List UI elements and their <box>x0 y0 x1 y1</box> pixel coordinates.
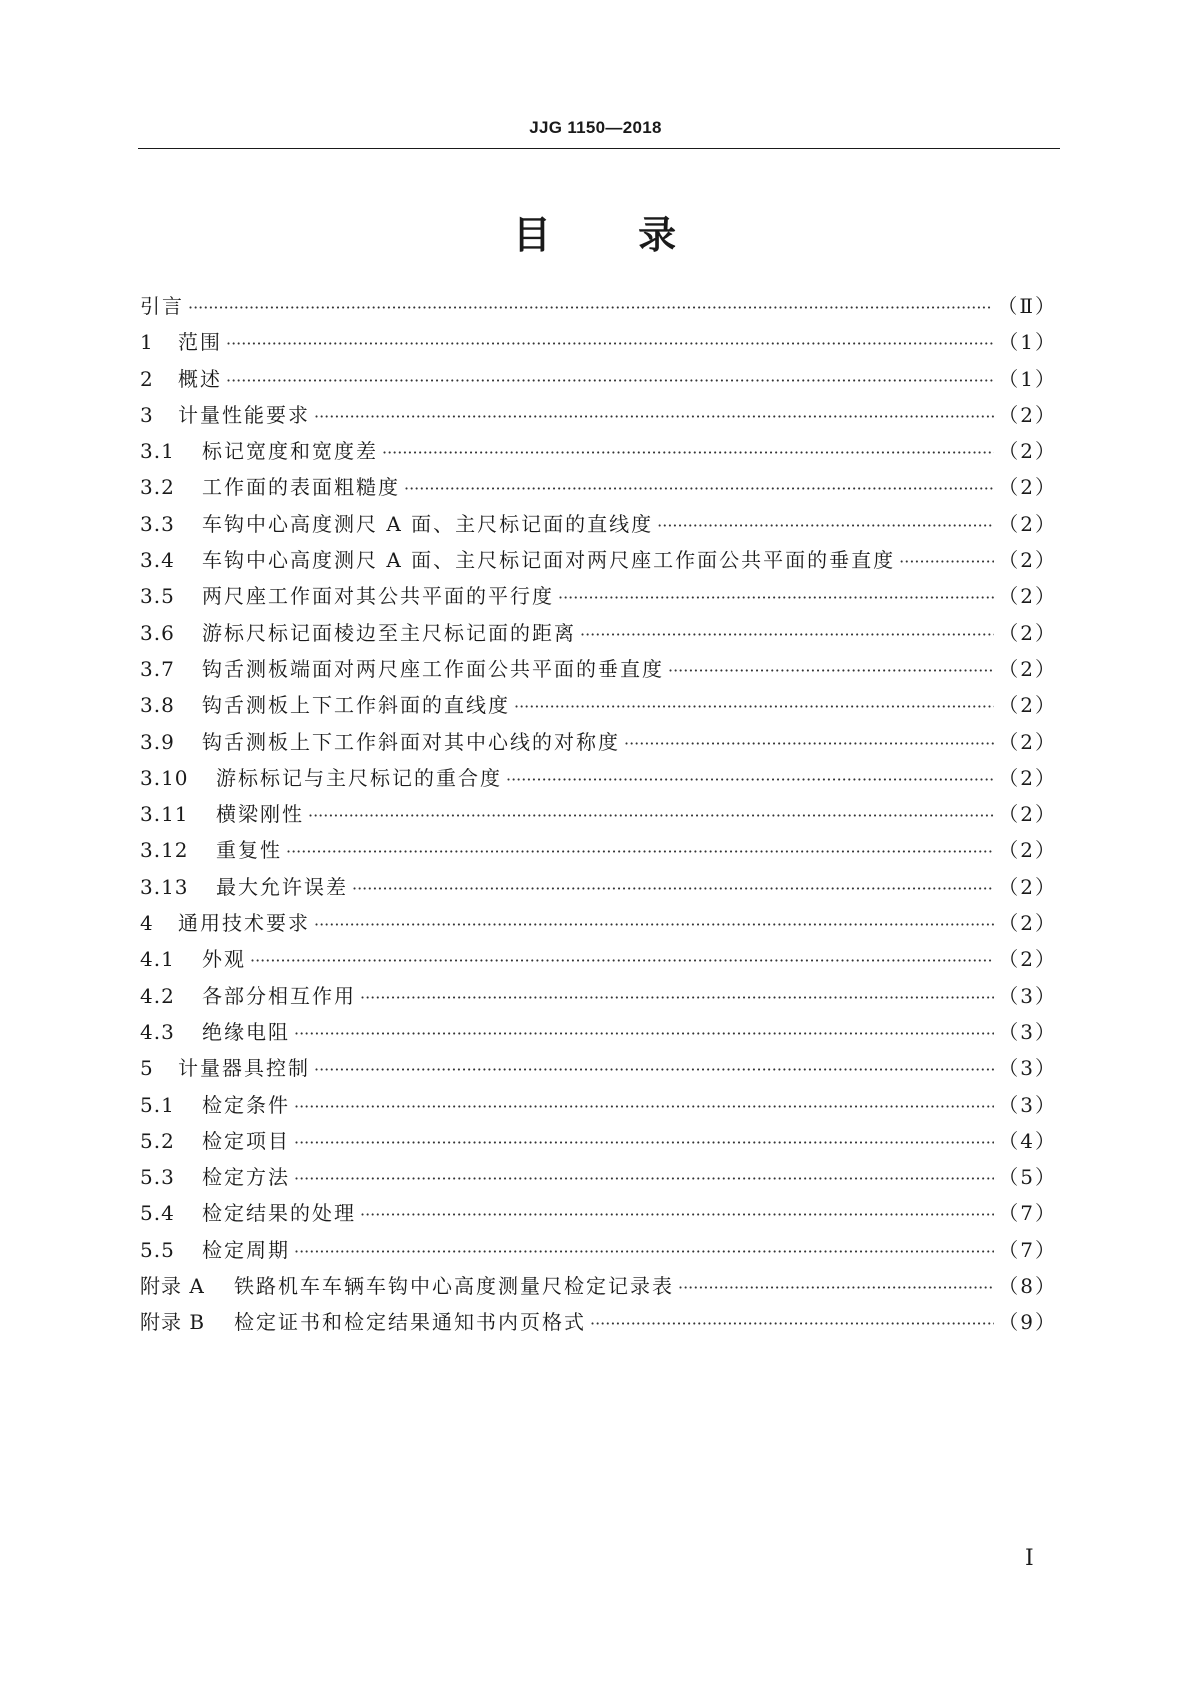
toc-entry-number: 3 <box>140 402 154 427</box>
toc-dot-leader <box>294 1242 994 1261</box>
toc-dot-leader <box>899 552 994 571</box>
toc-entry-page: （5） <box>998 1165 1057 1190</box>
toc-entry[interactable] <box>140 363 1057 399</box>
toc-entry-title: 钩舌测板端面对两尺座工作面公共平面的垂直度 <box>202 656 664 681</box>
toc-entry-page: （2） <box>998 656 1057 681</box>
toc-entry-title: 两尺座工作面对其公共平面的平行度 <box>202 584 554 609</box>
toc-entry-number: 3.9 <box>140 729 175 754</box>
toc-entry-title: 检定周期 <box>202 1237 290 1262</box>
toc-entry-page: （1） <box>998 366 1057 391</box>
toc-entry-number: 4.2 <box>140 983 175 1008</box>
toc-entry-title: 重复性 <box>216 838 282 863</box>
toc-dot-leader <box>506 770 994 789</box>
toc-entry-title: 游标尺标记面棱边至主尺标记面的距离 <box>202 620 576 645</box>
toc-entry[interactable] <box>140 1270 1057 1306</box>
toc-entry-page: （9） <box>998 1310 1057 1335</box>
toc-entry-title: 通用技术要求 <box>178 911 310 936</box>
document-code-header: JJG 1150—2018 <box>529 118 662 137</box>
toc-dot-leader <box>352 879 994 898</box>
toc-entry-number: 3.7 <box>140 656 175 681</box>
toc-entry-number: 3.4 <box>140 548 175 573</box>
toc-entry-title: 概述 <box>178 366 222 391</box>
toc-dot-leader <box>226 334 994 353</box>
table-of-contents <box>140 290 1057 1343</box>
toc-entry-number: 3.6 <box>140 620 175 645</box>
toc-entry[interactable] <box>140 943 1057 979</box>
toc-entry[interactable] <box>140 290 1057 326</box>
toc-entry[interactable] <box>140 435 1057 471</box>
toc-entry-number: 3.11 <box>140 802 189 827</box>
toc-entry[interactable] <box>140 508 1057 544</box>
toc-entry-title: 铁路机车车辆车钩中心高度测量尺检定记录表 <box>234 1274 674 1299</box>
toc-entry-number: 3.2 <box>140 475 175 500</box>
toc-dot-leader <box>590 1314 994 1333</box>
toc-entry-page: （2） <box>998 765 1057 790</box>
toc-entry-number: 4.3 <box>140 1019 175 1044</box>
toc-entry-title: 标记宽度和宽度差 <box>202 439 378 464</box>
toc-entry[interactable] <box>140 798 1057 834</box>
toc-entry-page: （3） <box>998 983 1057 1008</box>
toc-entry[interactable] <box>140 399 1057 435</box>
toc-entry-title: 最大允许误差 <box>216 874 348 899</box>
toc-dot-leader <box>382 443 994 462</box>
toc-entry-title: 游标标记与主尺标记的重合度 <box>216 765 502 790</box>
toc-entry-number: 5.1 <box>140 1092 175 1117</box>
toc-entry[interactable] <box>140 580 1057 616</box>
toc-dot-leader <box>308 806 994 825</box>
toc-entry-page: （2） <box>998 874 1057 899</box>
toc-entry-page: （2） <box>998 838 1057 863</box>
toc-entry-page: （3） <box>998 1092 1057 1117</box>
toc-entry[interactable] <box>140 1052 1057 1088</box>
toc-entry-title: 钩舌测板上下工作斜面对其中心线的对称度 <box>202 729 620 754</box>
toc-entry[interactable] <box>140 1234 1057 1270</box>
toc-entry-number: 3.13 <box>140 874 189 899</box>
toc-dot-leader <box>558 588 994 607</box>
toc-entry-number: 5.2 <box>140 1128 175 1153</box>
toc-dot-leader <box>286 842 994 861</box>
toc-entry-title: 检定项目 <box>202 1128 290 1153</box>
toc-entry-title: 横梁刚性 <box>216 802 304 827</box>
toc-dot-leader <box>226 371 994 390</box>
toc-dot-leader <box>294 1169 994 1188</box>
toc-dot-leader <box>294 1024 994 1043</box>
toc-entry-page: （7） <box>998 1201 1057 1226</box>
toc-entry-number: 3.1 <box>140 439 175 464</box>
toc-entry-title: 钩舌测板上下工作斜面的直线度 <box>202 693 510 718</box>
toc-entry-page: （Ⅱ） <box>997 294 1057 318</box>
toc-entry[interactable] <box>140 1125 1057 1161</box>
toc-entry-number: 2 <box>140 366 154 391</box>
toc-entry-title: 工作面的表面粗糙度 <box>202 475 400 500</box>
toc-entry-page: （4） <box>998 1128 1057 1153</box>
toc-entry-title: 引言 <box>140 294 184 318</box>
toc-entry-number: 5.5 <box>140 1237 175 1262</box>
toc-entry-page: （8） <box>998 1274 1057 1299</box>
toc-entry-number: 1 <box>140 330 154 355</box>
toc-entry-number: 5.4 <box>140 1201 175 1226</box>
toc-entry[interactable] <box>140 1161 1057 1197</box>
toc-dot-leader <box>314 407 994 426</box>
toc-entry[interactable] <box>140 1016 1057 1052</box>
toc-entry-number: 5.3 <box>140 1165 175 1190</box>
toc-entry-title: 检定结果的处理 <box>202 1201 356 1226</box>
toc-entry[interactable] <box>140 980 1057 1016</box>
toc-entry-page: （3） <box>998 1056 1057 1081</box>
toc-entry-page: （2） <box>998 475 1057 500</box>
toc-entry[interactable] <box>140 762 1057 798</box>
toc-entry[interactable] <box>140 871 1057 907</box>
toc-entry[interactable] <box>140 326 1057 362</box>
toc-entry-title: 检定证书和检定结果通知书内页格式 <box>234 1310 586 1335</box>
toc-dot-leader <box>580 625 994 644</box>
toc-entry-number: 3.10 <box>140 765 189 790</box>
toc-entry-page: （2） <box>998 729 1057 754</box>
toc-entry-page: （2） <box>998 511 1057 536</box>
toc-entry-title: 计量性能要求 <box>178 402 310 427</box>
toc-entry-page: （2） <box>998 693 1057 718</box>
toc-entry-page: （2） <box>998 620 1057 645</box>
toc-entry[interactable] <box>140 617 1057 653</box>
page-number: I <box>1025 1546 1034 1571</box>
toc-dot-leader <box>314 915 994 934</box>
toc-entry[interactable] <box>140 1197 1057 1233</box>
toc-entry-number: 附录 A <box>140 1274 205 1299</box>
toc-dot-leader <box>657 516 994 535</box>
toc-dot-leader <box>360 1205 994 1224</box>
toc-entry-page: （2） <box>998 947 1057 972</box>
toc-entry[interactable] <box>140 1306 1057 1342</box>
toc-entry[interactable] <box>140 544 1057 580</box>
toc-entry-number: 4 <box>140 911 154 936</box>
toc-entry-title: 检定条件 <box>202 1092 290 1117</box>
toc-entry-number: 3.3 <box>140 511 175 536</box>
toc-entry-title: 车钩中心高度测尺 A 面、主尺标记面对两尺座工作面公共平面的垂直度 <box>202 548 896 573</box>
toc-entry-page: （2） <box>998 548 1057 573</box>
toc-entry[interactable] <box>140 471 1057 507</box>
toc-entry[interactable] <box>140 726 1057 762</box>
toc-entry-page: （1） <box>998 330 1057 355</box>
toc-entry-page: （3） <box>998 1019 1057 1044</box>
toc-entry-page: （2） <box>998 439 1057 464</box>
toc-dot-leader <box>294 1097 994 1116</box>
toc-dot-leader <box>294 1133 994 1152</box>
toc-dot-leader <box>360 988 994 1007</box>
toc-entry-title: 绝缘电阻 <box>202 1019 290 1044</box>
toc-entry-page: （7） <box>998 1237 1057 1262</box>
toc-dot-leader <box>250 951 994 970</box>
toc-dot-leader <box>314 1060 994 1079</box>
toc-entry[interactable] <box>140 653 1057 689</box>
toc-entry-page: （2） <box>998 584 1057 609</box>
toc-dot-leader <box>188 298 993 317</box>
toc-dot-leader <box>404 479 994 498</box>
toc-dot-leader <box>668 661 994 680</box>
toc-entry-title: 检定方法 <box>202 1165 290 1190</box>
toc-entry-number: 附录 B <box>140 1310 206 1335</box>
toc-entry-title: 车钩中心高度测尺 A 面、主尺标记面的直线度 <box>202 511 654 536</box>
header-rule <box>138 148 1060 149</box>
toc-entry-title: 计量器具控制 <box>178 1056 310 1081</box>
toc-entry-page: （2） <box>998 402 1057 427</box>
toc-entry[interactable] <box>140 689 1057 725</box>
toc-dot-leader <box>678 1278 994 1297</box>
toc-entry[interactable] <box>140 907 1057 943</box>
toc-entry-number: 4.1 <box>140 947 175 972</box>
toc-entry-page: （2） <box>998 802 1057 827</box>
toc-dot-leader <box>624 734 994 753</box>
toc-entry-page: （2） <box>998 911 1057 936</box>
toc-entry-number: 5 <box>140 1056 154 1081</box>
toc-dot-leader <box>514 697 994 716</box>
toc-entry-title: 各部分相互作用 <box>202 983 356 1008</box>
toc-entry[interactable] <box>140 1089 1057 1125</box>
toc-entry-number: 3.5 <box>140 584 175 609</box>
toc-entry-number: 3.12 <box>140 838 189 863</box>
toc-entry-title: 范围 <box>178 330 222 355</box>
toc-entry-title: 外观 <box>202 947 246 972</box>
toc-entry-number: 3.8 <box>140 693 175 718</box>
toc-entry[interactable] <box>140 834 1057 870</box>
page-title: 目 录 <box>512 213 679 257</box>
